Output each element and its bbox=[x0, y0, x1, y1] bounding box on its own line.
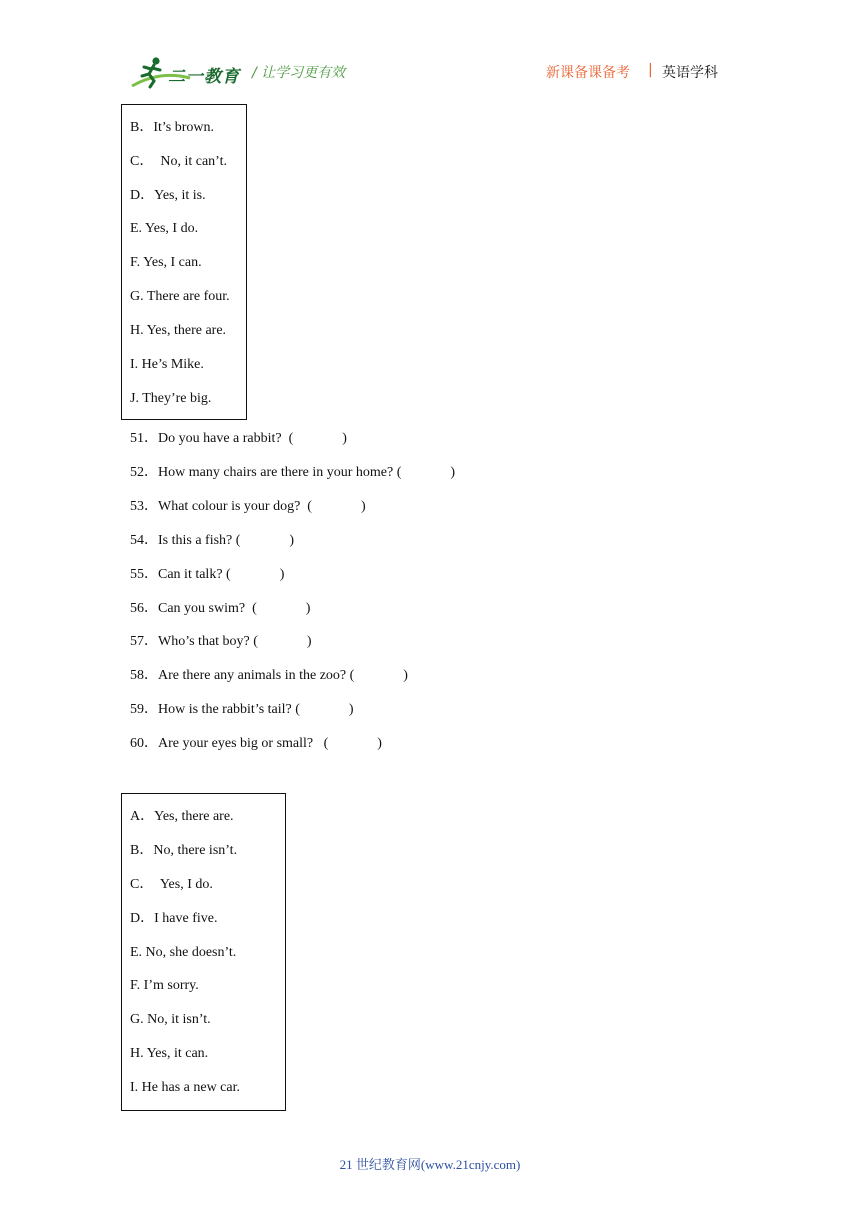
option-b: B．No, there isn’t. bbox=[130, 843, 238, 858]
option-i: I. He has a new car. bbox=[130, 1080, 241, 1095]
option-f: F. I’m sorry. bbox=[130, 978, 199, 993]
option-c: C． Yes, I do. bbox=[130, 877, 213, 892]
option-a: A．Yes, there are. bbox=[130, 809, 234, 824]
question-58: 58．Are there any animals in the zoo? ( ) bbox=[130, 668, 408, 683]
option-e: E. Yes, I do. bbox=[130, 221, 199, 236]
option-c: C． No, it can’t. bbox=[130, 154, 227, 169]
option-g: G. No, it isn’t. bbox=[130, 1012, 211, 1027]
option-h: H. Yes, it can. bbox=[130, 1046, 209, 1061]
question-56: 56．Can you swim? ( ) bbox=[130, 601, 311, 616]
header-tag-course: 新课备课备考 bbox=[546, 65, 630, 81]
option-e: E. No, she doesn’t. bbox=[130, 945, 237, 960]
option-b: B．It’s brown. bbox=[130, 120, 214, 135]
header-tag-subject: 英语学科 bbox=[662, 65, 718, 81]
question-52: 52．How many chairs are there in your home? ( ) bbox=[130, 465, 456, 480]
option-d: D．Yes, it is. bbox=[130, 188, 206, 203]
question-53: 53．What colour is your dog? ( ) bbox=[130, 499, 366, 514]
page-header bbox=[0, 0, 860, 100]
header-separator: | bbox=[648, 62, 653, 78]
option-h: H. Yes, there are. bbox=[130, 323, 227, 338]
header-slogan: / 让学习更有效 bbox=[252, 65, 346, 81]
option-f: F. Yes, I can. bbox=[130, 255, 202, 270]
question-59: 59．How is the rabbit’s tail? ( ) bbox=[130, 702, 354, 717]
page-footer: 21 世纪教育网(www.21cnjy.com) bbox=[339, 1157, 521, 1172]
question-57: 57．Who’s that boy? ( ) bbox=[130, 634, 312, 649]
option-i: I. He’s Mike. bbox=[130, 357, 204, 372]
question-55: 55．Can it talk? ( ) bbox=[130, 567, 285, 582]
question-60: 60．Are your eyes big or small? ( ) bbox=[130, 736, 382, 751]
option-g: G. There are four. bbox=[130, 289, 230, 304]
option-j: J. They’re big. bbox=[130, 391, 212, 406]
question-54: 54．Is this a fish? ( ) bbox=[130, 533, 295, 548]
option-d: D．I have five. bbox=[130, 911, 218, 926]
question-51: 51．Do you have a rabbit? ( ) bbox=[130, 431, 347, 446]
logo-text: 二一教育 bbox=[168, 67, 240, 87]
